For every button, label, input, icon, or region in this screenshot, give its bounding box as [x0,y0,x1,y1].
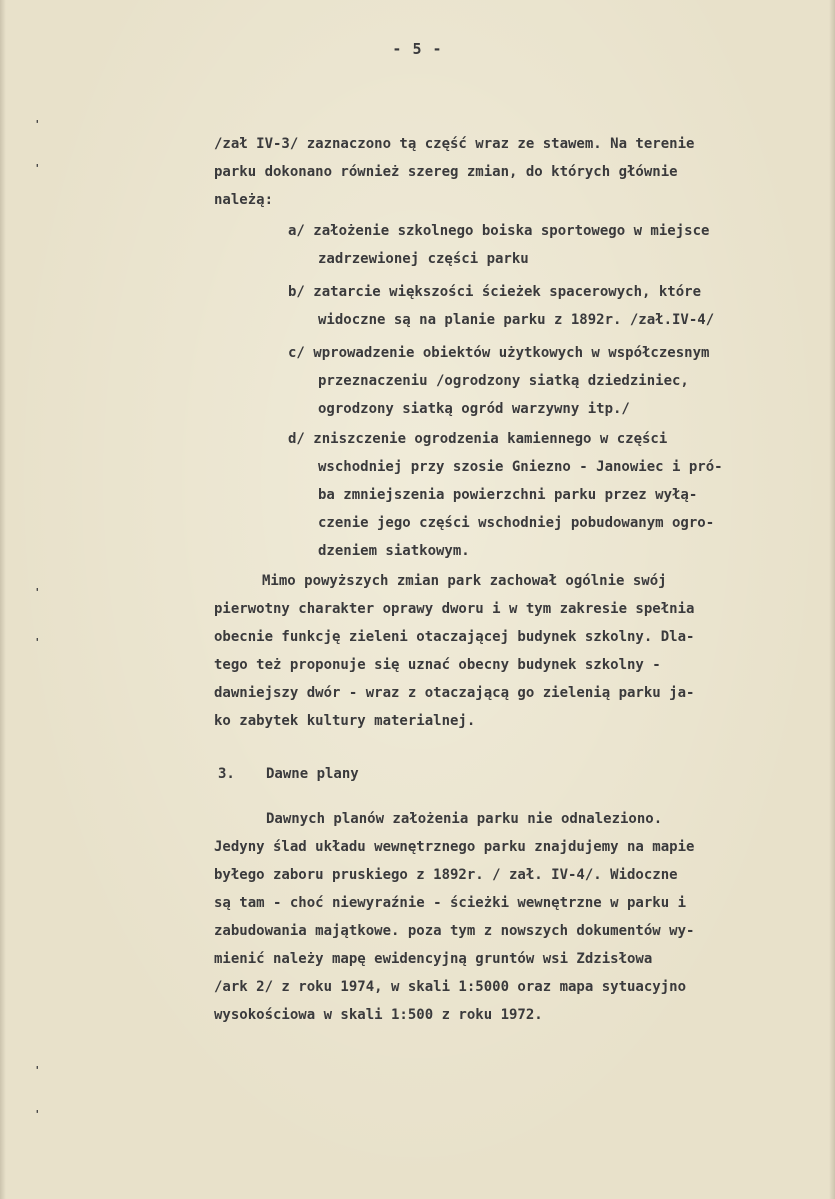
intro-line: należą: [214,192,274,208]
margin-mark: ' [34,118,41,131]
intro-line: parku dokonano również szereg zmian, do których głównie [214,164,678,180]
margin-mark: ' [34,586,41,599]
page-right-edge-shadow [829,0,835,1199]
paragraph-line: /ark 2/ z roku 1974, w skali 1:5000 oraz mapa sytuacyjno [214,979,687,995]
list-item-d-line: d/ zniszczenie ogrodzenia kamiennego w części [288,431,668,447]
list-item-c-line: c/ wprowadzenie obiektów użytkowych w współczesnym [288,345,710,361]
section-title: Dawne plany [266,766,359,782]
margin-mark: ' [34,636,41,649]
list-item-d-line: czenie jego części wschodniej pobudowanym ogro- [318,515,715,531]
paragraph-line: byłego zaboru pruskiego z 1892r. / zał. IV-4/. Widoczne [214,867,678,883]
list-item-c-line: ogrodzony siatką ogród warzywny itp./ [318,401,630,417]
list-item-b-line: widoczne są na planie parku z 1892r. /zał.IV-4/ [318,312,715,328]
list-item-a-line: a/ założenie szkolnego boiska sportowego w miejsce [288,223,710,239]
paragraph-line: tego też proponuje się uznać obecny budynek szkolny - [214,657,661,673]
paragraph-line: zabudowania majątkowe. poza tym z nowszych dokumentów wy- [214,923,695,939]
list-item-a-line: zadrzewionej części parku [318,251,529,267]
paragraph-line: Dawnych planów założenia parku nie odnaleziono. [266,811,663,827]
list-item-c-line: przeznaczeniu /ogrodzony siatką dziedziniec, [318,373,689,389]
margin-mark: ' [34,1108,41,1121]
margin-mark: ' [34,162,41,175]
section-number: 3. [218,766,235,782]
paragraph-line: obecnie funkcję zieleni otaczającej budynek szkolny. Dla- [214,629,695,645]
list-item-b-line: b/ zatarcie większości ścieżek spacerowych, które [288,284,702,300]
list-item-d-line: wschodniej przy szosie Gniezno - Janowiec i pró- [318,459,723,475]
margin-mark: ' [34,1064,41,1077]
list-item-d-line: ba zmniejszenia powierzchni parku przez wyłą- [318,487,698,503]
paragraph-line: mienić należy mapę ewidencyjną gruntów wsi Zdzisłowa [214,951,653,967]
page-number: - 5 - [392,40,443,58]
list-item-d-line: dzeniem siatkowym. [318,543,470,559]
paragraph-line: Jedyny ślad układu wewnętrznego parku znajdujemy na mapie [214,839,695,855]
paragraph-line: ko zabytek kultury materialnej. [214,713,476,729]
paragraph-line: pierwotny charakter oprawy dworu i w tym zakresie spełnia [214,601,695,617]
paragraph-line: dawniejszy dwór - wraz z otaczającą go zielenią parku ja- [214,685,695,701]
paragraph-line: są tam - choć niewyraźnie - ścieżki wewnętrzne w parku i [214,895,687,911]
page-left-edge-shadow [0,0,6,1199]
paragraph-line: Mimo powyższych zmian park zachował ogólnie swój [262,573,667,589]
intro-line: /zał IV-3/ zaznaczono tą część wraz ze stawem. Na terenie [214,136,695,152]
paragraph-line: wysokościowa w skali 1:500 z roku 1972. [214,1007,543,1023]
